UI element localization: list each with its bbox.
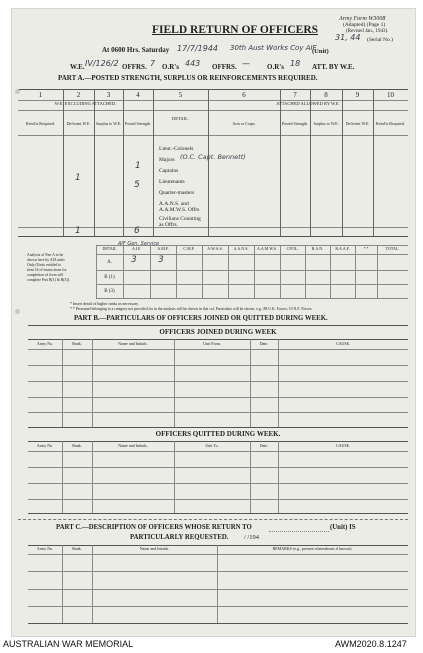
part-a-top-rule bbox=[18, 89, 408, 90]
att-by-we-label: ATT. BY W.E. bbox=[312, 63, 355, 71]
footer-accession-number: AWM2020.8.1247 bbox=[335, 639, 407, 649]
offrs-value: 7 bbox=[150, 59, 156, 68]
analysis-aif-header: A.I.F. bbox=[131, 246, 142, 251]
ors-label: O.R's bbox=[162, 63, 179, 71]
rank-majors: Majors bbox=[159, 157, 175, 163]
part-c-rank-header: Rank. bbox=[72, 546, 82, 551]
posted-lieutenants-value: 5 bbox=[134, 180, 140, 190]
quitted-army-no-header: Army No. bbox=[36, 443, 54, 448]
footnote-ranks: * Insert detail of higher ranks as necessary. bbox=[70, 301, 139, 306]
reinforcements-header: Reinf'ts Required. bbox=[26, 121, 55, 126]
return-date: 17/7/1944 bbox=[177, 44, 219, 53]
surplus-att-header: Surplus to W.E. bbox=[313, 121, 339, 126]
part-c-unit-blank bbox=[269, 531, 329, 532]
part-c-unit-is: (Unit) IS bbox=[330, 524, 356, 531]
part-a-col-line bbox=[94, 89, 95, 236]
quitted-col-line bbox=[250, 441, 251, 513]
col-number-7: 7 bbox=[293, 91, 297, 99]
joined-unit-from-header: Unit From. bbox=[203, 341, 221, 346]
punch-hole bbox=[15, 309, 20, 314]
total-posted: 6 bbox=[134, 226, 140, 236]
quitted-col-line bbox=[278, 441, 279, 513]
part-c-col-line bbox=[217, 545, 218, 623]
quitted-bottom-rule bbox=[28, 513, 408, 514]
analysis-note-5: completion of form will bbox=[27, 273, 64, 277]
we-excluding-attached-header: W.E. EXCLUDING ATTACHED. bbox=[54, 101, 117, 106]
archive-footer bbox=[0, 637, 423, 653]
army-form-number: Army Form W3008 bbox=[339, 16, 386, 22]
part-a-col-line bbox=[373, 89, 374, 236]
rank-civilians-2: as Offrs. bbox=[159, 222, 178, 228]
joined-rank-header: Rank. bbox=[72, 341, 82, 346]
joined-col-line bbox=[250, 339, 251, 427]
quitted-date-header: Date. bbox=[259, 443, 269, 448]
quitted-col-line bbox=[92, 441, 93, 513]
ors-value: 443 bbox=[185, 59, 201, 68]
analysis-col-line bbox=[330, 245, 331, 298]
rank-captains: Captains bbox=[159, 168, 179, 174]
rank-civilians: Civilians Counting bbox=[159, 216, 201, 222]
joined-header-bottom-rule bbox=[28, 349, 408, 350]
quitted-header-bottom-rule bbox=[28, 451, 408, 452]
analysis-header-rule bbox=[96, 254, 408, 255]
quitted-row-rule bbox=[28, 467, 408, 468]
part-a-col-line bbox=[63, 89, 64, 236]
part-c-remarks-header: REMARKS (e.g., present whereabouts if known). bbox=[272, 546, 353, 551]
part-a-group-rule bbox=[18, 110, 408, 111]
quitted-header-top-rule bbox=[28, 441, 408, 442]
analysis-col-line bbox=[355, 245, 356, 298]
quitted-col-line bbox=[62, 441, 63, 513]
joined-col-line bbox=[174, 339, 175, 427]
posted-strength-header: Posted Strength. bbox=[124, 121, 152, 126]
joined-row-rule bbox=[28, 381, 408, 382]
analysis-cmf-header: C.M.F. bbox=[183, 246, 195, 251]
part-a-col-line bbox=[280, 89, 281, 236]
part-a-col-line bbox=[208, 89, 209, 236]
joined-date-header: Date. bbox=[259, 341, 269, 346]
analysis-col-line bbox=[228, 245, 229, 298]
part-b-heading: PART B.—PARTICULARS OF OFFICERS JOINED OR QUITTED DURING WEEK. bbox=[74, 315, 328, 322]
quitted-cause-header: CAUSE. bbox=[335, 443, 351, 448]
analysis-row-rule bbox=[96, 270, 408, 271]
analysis-row-rule bbox=[96, 284, 408, 285]
part-c-particularly: PARTICULARLY REQUESTED. bbox=[130, 534, 229, 541]
rank-lieutenants: Lieutenants bbox=[159, 179, 185, 185]
rank-aamws: A.A.M.W.S. Offrs bbox=[159, 207, 200, 213]
joined-bottom-rule bbox=[28, 427, 408, 428]
joined-cause-header: CAUSE. bbox=[335, 341, 351, 346]
part-c-name-header: Name and Initials. bbox=[139, 546, 170, 551]
part-c-row-rule bbox=[28, 589, 408, 590]
col-number-3: 3 bbox=[106, 91, 111, 99]
analysis-a-aif-value: 3 bbox=[131, 255, 137, 265]
quitted-section-title: OFFICERS QUITTED DURING WEEK. bbox=[155, 430, 281, 438]
part-c-col-line bbox=[92, 545, 93, 623]
analysis-note-3: Only (Units entitled to bbox=[27, 263, 62, 267]
form-title: FIELD RETURN OF OFFICERS bbox=[152, 24, 319, 36]
col-number-9: 9 bbox=[355, 91, 360, 99]
posted-majors-value: 1 bbox=[135, 161, 141, 171]
rank-lieut-colonels: Lieut.-Colonels bbox=[159, 146, 194, 152]
analysis-col-line bbox=[150, 245, 151, 298]
col-number-10: 10 bbox=[387, 91, 394, 99]
analysis-row-b3: B (3) bbox=[104, 289, 115, 294]
part-a-col-line bbox=[123, 89, 124, 236]
serial-label: (Serial No.) bbox=[367, 37, 393, 43]
analysis-col-line bbox=[123, 245, 124, 298]
part-a-bottom-rule bbox=[18, 236, 408, 237]
analysis-other-header: * * bbox=[363, 246, 369, 251]
col-number-1: 1 bbox=[38, 91, 43, 99]
analysis-total-header: TOTAL. bbox=[385, 246, 400, 251]
joined-row-rule bbox=[28, 365, 408, 366]
analysis-col-line bbox=[280, 245, 281, 298]
part-c-row-rule bbox=[28, 606, 408, 607]
deficient-value: 1 bbox=[75, 173, 81, 183]
col-number-2: 2 bbox=[76, 91, 81, 99]
offrs2-label: OFFRS. bbox=[212, 63, 237, 71]
analysis-col-line bbox=[202, 245, 203, 298]
analysis-aamws-header: A.A.M.W.S. bbox=[257, 246, 277, 251]
ors2-label: O.R's bbox=[267, 63, 284, 71]
analysis-note-6: complete Part B(1) & B(3)). bbox=[27, 278, 70, 282]
analysis-col-line bbox=[254, 245, 255, 298]
joined-section-title: OFFICERS JOINED DURING WEEK bbox=[159, 328, 277, 336]
joined-name-header: Name and Initials. bbox=[118, 341, 148, 346]
posted-strength-att-header: Posted Strength. bbox=[281, 121, 309, 126]
unit-label: (Unit) bbox=[312, 48, 329, 55]
analysis-row-b1: B (1) bbox=[104, 275, 115, 280]
aif-overwrite-note: AIF Gen. Service bbox=[118, 241, 160, 247]
serial-value: 31, 44 bbox=[335, 33, 361, 42]
unit-name: 30th Aust Works Coy AIF bbox=[230, 44, 317, 52]
analysis-ran-header: R.A.N. bbox=[311, 246, 324, 251]
part-c-bottom-rule bbox=[28, 623, 408, 624]
deficient-att-header: Deficient W.E. bbox=[345, 121, 370, 126]
analysis-note-4: item 16 of instructions for bbox=[27, 268, 67, 272]
reinforcements-att-header: Reinf'ts Required. bbox=[376, 121, 405, 126]
total-deficient: 1 bbox=[75, 226, 81, 236]
analysis-note-1: Analysis of Part A to be bbox=[27, 253, 64, 257]
at-hours-text: At 0600 Hrs. Saturday bbox=[102, 46, 170, 54]
analysis-col-line bbox=[176, 245, 177, 298]
quitted-unit-to-header: Unit To. bbox=[205, 443, 219, 448]
analysis-detail-header: DETAIL bbox=[102, 246, 117, 251]
joined-row-rule bbox=[28, 397, 408, 398]
arm-corps-header: Arm or Corps. bbox=[232, 121, 256, 126]
analysis-amf-header: A.M.F. bbox=[157, 246, 169, 251]
analysis-note-2: shown here by AIA units bbox=[27, 258, 65, 262]
part-c-col-line bbox=[62, 545, 63, 623]
part-c-date-blank: / /194 bbox=[244, 534, 259, 541]
part-a-header-rule bbox=[18, 135, 408, 136]
joined-col-line bbox=[278, 339, 279, 427]
joined-col-line bbox=[62, 339, 63, 427]
we-value: IV/126/2 bbox=[85, 59, 119, 68]
ors2-value: 18 bbox=[290, 59, 301, 68]
analysis-raaf-header: R.A.A.F. bbox=[335, 246, 350, 251]
quitted-col-line bbox=[174, 441, 175, 513]
quitted-name-header: Name and Initials. bbox=[118, 443, 148, 448]
col-number-8: 8 bbox=[324, 91, 328, 99]
part-c-army-no-header: Army No. bbox=[36, 546, 54, 551]
form-sheet bbox=[11, 8, 416, 637]
part-a-col-line bbox=[310, 89, 311, 236]
surplus-header: Surplus to W.E. bbox=[95, 121, 122, 126]
footer-source-label: AUSTRALIAN WAR MEMORIAL bbox=[3, 639, 134, 649]
joined-row-rule bbox=[28, 412, 408, 413]
majors-note: (O.C. Capt. Bennett) bbox=[180, 153, 246, 161]
joined-header-top-rule bbox=[28, 339, 408, 340]
punch-hole bbox=[15, 89, 20, 94]
part-c-row-rule bbox=[28, 571, 408, 572]
joined-col-line bbox=[92, 339, 93, 427]
adapted-note: (Adapted) (Page 1) bbox=[343, 22, 386, 28]
part-a-col-line bbox=[153, 89, 154, 236]
col-number-6: 6 bbox=[242, 91, 246, 99]
offrs-label: OFFRS. bbox=[122, 63, 147, 71]
col-number-5: 5 bbox=[178, 91, 183, 99]
rank-aans: A.A.N.S. and bbox=[159, 201, 189, 207]
quitted-row-rule bbox=[28, 499, 408, 500]
part-c-heading: PART C.—DESCRIPTION OF OFFICERS WHOSE RETURN TO bbox=[56, 524, 252, 531]
deficient-header: Deficient W.E. bbox=[66, 121, 91, 126]
col-number-4: 4 bbox=[136, 91, 140, 99]
analysis-col-line bbox=[305, 245, 306, 298]
analysis-civil-header: CIVIL. bbox=[286, 246, 299, 251]
part-c-header-bottom-rule bbox=[28, 554, 408, 555]
joined-army-no-header: Army No. bbox=[36, 341, 54, 346]
detail-header: DETAIL. bbox=[171, 116, 189, 121]
quitted-row-rule bbox=[28, 483, 408, 484]
we-label: W.E. bbox=[70, 63, 85, 71]
part-a-col-line bbox=[342, 89, 343, 236]
analysis-a-amf-value: 3 bbox=[158, 255, 164, 265]
analysis-row-a: A. bbox=[107, 260, 112, 265]
cut-line bbox=[18, 519, 408, 520]
part-a-heading: PART A.—POSTED STRENGTH, SURPLUS OR REINFORCEMENTS REQUIRED. bbox=[58, 74, 318, 82]
quitted-rank-header: Rank. bbox=[72, 443, 82, 448]
footnote-other-personnel: * * Personnel belonging to a category not provided for in the analysis will be shown in this col. Particulars will be shown, e.g., 88 U.K. Forces; 10 N.Z. Forces. bbox=[70, 307, 313, 311]
analysis-bottom-rule bbox=[96, 298, 408, 299]
analysis-awas-header: A.W.A.S. bbox=[207, 246, 223, 251]
revised-note: (Revised Jan., 1943). bbox=[346, 29, 389, 34]
analysis-col-line bbox=[377, 245, 378, 298]
rank-quartermasters: Quarter-masters bbox=[159, 190, 195, 196]
part-b-top-rule bbox=[28, 325, 408, 326]
analysis-aans-header: A.A.N.S. bbox=[233, 246, 249, 251]
offrs2-value: — bbox=[242, 59, 250, 68]
attached-allowed-header: ATTACHED ALLOWED BY W.E. bbox=[276, 101, 340, 106]
